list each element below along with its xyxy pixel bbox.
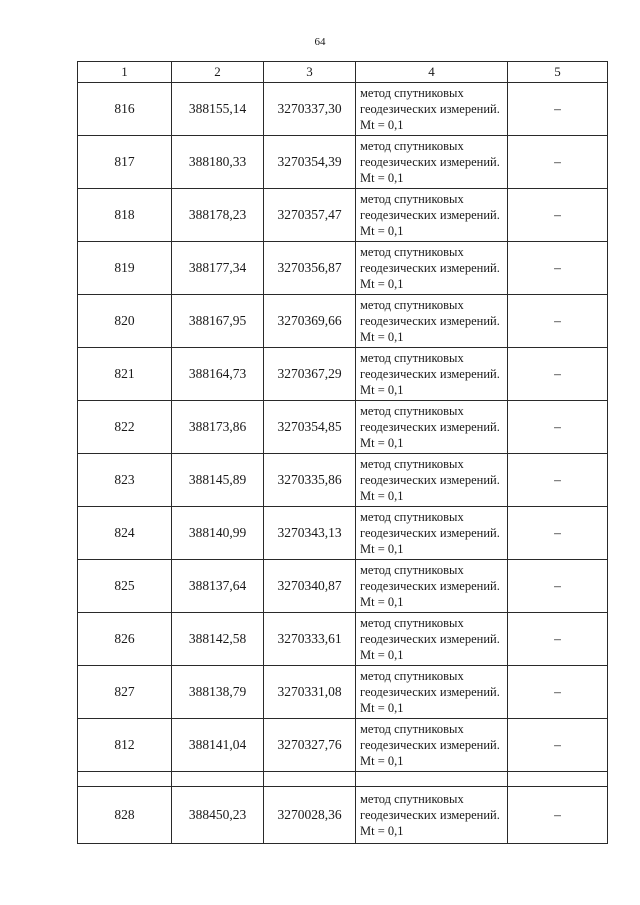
point-number-cell: 827 <box>78 666 172 719</box>
y-coordinate-cell: 3270367,29 <box>264 348 356 401</box>
table-row <box>78 136 608 189</box>
column-5-cell: – <box>508 787 608 844</box>
method-cell: метод спутниковых геодезических измерений. Mt = 0,1 <box>356 136 508 189</box>
empty-cell <box>356 772 508 787</box>
table-row <box>78 560 608 613</box>
table-row <box>78 348 608 401</box>
y-coordinate-cell: 3270369,66 <box>264 295 356 348</box>
column-header-3: 3 <box>264 62 356 83</box>
column-header-4: 4 <box>356 62 508 83</box>
table-row <box>78 613 608 666</box>
y-coordinate-cell: 3270354,39 <box>264 136 356 189</box>
method-cell: метод спутниковых геодезических измерений. Mt = 0,1 <box>356 295 508 348</box>
y-coordinate-cell: 3270327,76 <box>264 719 356 772</box>
point-number-cell: 822 <box>78 401 172 454</box>
method-cell: метод спутниковых геодезических измерений. Mt = 0,1 <box>356 454 508 507</box>
empty-cell <box>172 772 264 787</box>
y-coordinate-cell: 3270354,85 <box>264 401 356 454</box>
method-cell: метод спутниковых геодезических измерений. Mt = 0,1 <box>356 666 508 719</box>
column-5-cell: – <box>508 295 608 348</box>
method-cell: метод спутниковых геодезических измерений. Mt = 0,1 <box>356 787 508 844</box>
page-number: 64 <box>314 36 326 48</box>
method-cell: метод спутниковых геодезических измерений. Mt = 0,1 <box>356 401 508 454</box>
column-5-cell: – <box>508 666 608 719</box>
column-header-1: 1 <box>78 62 172 83</box>
coordinates-table <box>77 61 608 844</box>
table-row <box>78 242 608 295</box>
point-number-cell: 818 <box>78 189 172 242</box>
x-coordinate-cell: 388142,58 <box>172 613 264 666</box>
point-number-cell: 812 <box>78 719 172 772</box>
table-row <box>78 454 608 507</box>
column-5-cell: – <box>508 560 608 613</box>
point-number-cell: 820 <box>78 295 172 348</box>
x-coordinate-cell: 388180,33 <box>172 136 264 189</box>
column-5-cell: – <box>508 189 608 242</box>
empty-cell <box>78 772 172 787</box>
table-row <box>78 666 608 719</box>
table-row <box>78 507 608 560</box>
method-cell: метод спутниковых геодезических измерений. Mt = 0,1 <box>356 507 508 560</box>
point-number-cell: 816 <box>78 83 172 136</box>
y-coordinate-cell: 3270331,08 <box>264 666 356 719</box>
table-row <box>78 83 608 136</box>
method-cell: метод спутниковых геодезических измерений. Mt = 0,1 <box>356 613 508 666</box>
column-5-cell: – <box>508 242 608 295</box>
table-row <box>78 295 608 348</box>
x-coordinate-cell: 388178,23 <box>172 189 264 242</box>
x-coordinate-cell: 388167,95 <box>172 295 264 348</box>
x-coordinate-cell: 388177,34 <box>172 242 264 295</box>
x-coordinate-cell: 388137,64 <box>172 560 264 613</box>
method-cell: метод спутниковых геодезических измерений. Mt = 0,1 <box>356 189 508 242</box>
table-body <box>78 83 608 844</box>
table-row <box>78 719 608 772</box>
x-coordinate-cell: 388164,73 <box>172 348 264 401</box>
column-5-cell: – <box>508 348 608 401</box>
column-5-cell: – <box>508 401 608 454</box>
method-cell: метод спутниковых геодезических измерений. Mt = 0,1 <box>356 83 508 136</box>
column-5-cell: – <box>508 136 608 189</box>
method-cell: метод спутниковых геодезических измерений. Mt = 0,1 <box>356 348 508 401</box>
point-number-cell: 826 <box>78 613 172 666</box>
point-number-cell: 825 <box>78 560 172 613</box>
x-coordinate-cell: 388173,86 <box>172 401 264 454</box>
point-number-cell: 823 <box>78 454 172 507</box>
x-coordinate-cell: 388155,14 <box>172 83 264 136</box>
y-coordinate-cell: 3270333,61 <box>264 613 356 666</box>
y-coordinate-cell: 3270343,13 <box>264 507 356 560</box>
table-header-row <box>78 62 608 83</box>
table-row <box>78 401 608 454</box>
y-coordinate-cell: 3270335,86 <box>264 454 356 507</box>
empty-separator-row <box>78 772 608 787</box>
column-header-2: 2 <box>172 62 264 83</box>
y-coordinate-cell: 3270356,87 <box>264 242 356 295</box>
point-number-cell: 824 <box>78 507 172 560</box>
x-coordinate-cell: 388140,99 <box>172 507 264 560</box>
column-5-cell: – <box>508 454 608 507</box>
y-coordinate-cell: 3270028,36 <box>264 787 356 844</box>
column-5-cell: – <box>508 719 608 772</box>
x-coordinate-cell: 388450,23 <box>172 787 264 844</box>
x-coordinate-cell: 388145,89 <box>172 454 264 507</box>
point-number-cell: 828 <box>78 787 172 844</box>
x-coordinate-cell: 388138,79 <box>172 666 264 719</box>
point-number-cell: 819 <box>78 242 172 295</box>
column-5-cell: – <box>508 613 608 666</box>
method-cell: метод спутниковых геодезических измерений. Mt = 0,1 <box>356 560 508 613</box>
method-cell: метод спутниковых геодезических измерений. Mt = 0,1 <box>356 242 508 295</box>
x-coordinate-cell: 388141,04 <box>172 719 264 772</box>
point-number-cell: 821 <box>78 348 172 401</box>
method-cell: метод спутниковых геодезических измерений. Mt = 0,1 <box>356 719 508 772</box>
empty-cell <box>508 772 608 787</box>
empty-cell <box>264 772 356 787</box>
column-5-cell: – <box>508 83 608 136</box>
table-row <box>78 787 608 844</box>
point-number-cell: 817 <box>78 136 172 189</box>
column-header-5: 5 <box>508 62 608 83</box>
y-coordinate-cell: 3270357,47 <box>264 189 356 242</box>
column-5-cell: – <box>508 507 608 560</box>
y-coordinate-cell: 3270340,87 <box>264 560 356 613</box>
table-row <box>78 189 608 242</box>
y-coordinate-cell: 3270337,30 <box>264 83 356 136</box>
